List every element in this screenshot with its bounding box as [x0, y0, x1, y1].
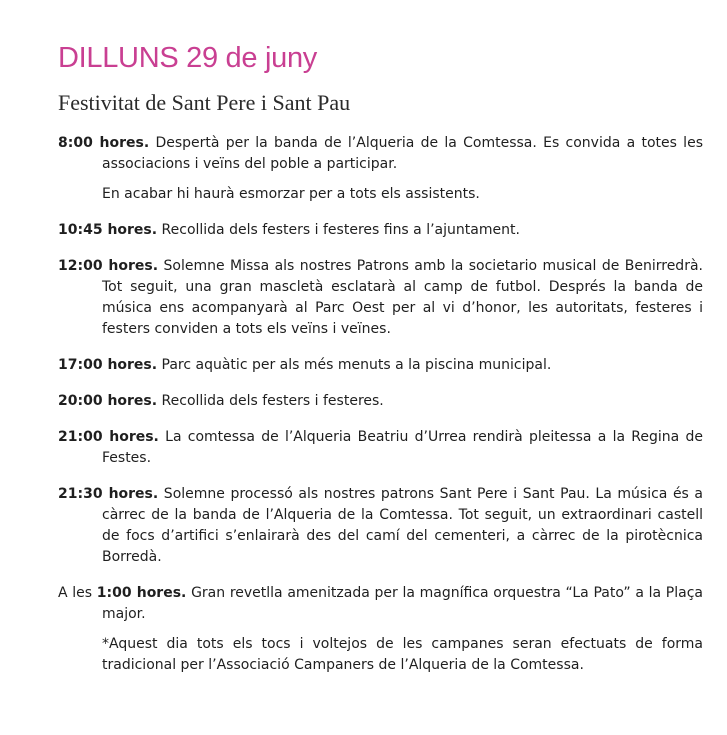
entry-prefix: A les	[58, 585, 97, 601]
schedule-entry	[58, 256, 703, 340]
page-subtitle: Festivitat de Sant Pere i Sant Pau	[58, 90, 351, 115]
schedule-entry	[58, 391, 703, 412]
entry-text: Parc aquàtic per als més menuts a la piscina municipal.	[157, 357, 552, 373]
entry-time: 17:00 hores.	[58, 357, 158, 373]
entry-text: Despertà per la banda de l’Alqueria de la Comtessa. Es convida a totes les associacions i veïns del poble a participar.	[102, 135, 703, 172]
entry-note: En acabar hi haurà esmorzar per a tots els assistents.	[102, 186, 480, 202]
entry-time: 10:45 hores.	[58, 222, 158, 238]
entry-time: 20:00 hores.	[58, 393, 158, 409]
entry-text: Gran revetlla amenitzada per la magnífica orquestra “La Pato” a la Plaça major.	[102, 585, 703, 622]
schedule-entry	[58, 133, 703, 175]
schedule-entry	[58, 583, 703, 625]
entry-note: *Aquest dia tots els tocs i voltejos de les campanes seran efectuats de forma tradicional per l’Associació Campaners de l’Alqueria de la Comtessa.	[102, 636, 703, 673]
schedule-entry	[58, 484, 703, 568]
entry-time: 8:00 hores.	[58, 135, 150, 151]
entry-time: 21:00 hores.	[58, 429, 159, 445]
entry-text: La comtessa de l’Alqueria Beatriu d’Urrea rendirà pleitessa a la Regina de Festes.	[102, 429, 704, 466]
entry-text: Solemne Missa als nostres Patrons amb la societario musical de Benirredrà. Tot seguit, una gran mascletà esclatarà al camp de futbol. Després la banda de música ens acompanyarà al Parc Oest per al vi d’honor, les autoritats, festeres i festers conviden a tots els veïns i veïnes.	[102, 258, 703, 337]
schedule-list	[58, 133, 703, 691]
schedule-entry	[58, 220, 703, 241]
entry-text: Recollida dels festers i festeres.	[157, 393, 384, 409]
entry-time: 12:00 hores.	[58, 258, 159, 274]
page-title: DILLUNS 29 de juny	[58, 42, 317, 74]
schedule-entry	[58, 355, 703, 376]
entry-text: Recollida dels festers i festeres fins a l’ajuntament.	[157, 222, 520, 238]
entry-text: Solemne processó als nostres patrons Sant Pere i Sant Pau. La música és a càrrec de la banda de l’Alqueria de la Comtessa. Tot seguit, un extraordinari castell de focs d’artifici s’enlairarà des del camí del cementeri, a càrrec de la pirotècnica Borredà.	[102, 486, 704, 565]
schedule-entry	[58, 427, 703, 469]
entry-time: 21:30 hores.	[58, 486, 159, 502]
entry-time: 1:00 hores.	[96, 585, 187, 601]
